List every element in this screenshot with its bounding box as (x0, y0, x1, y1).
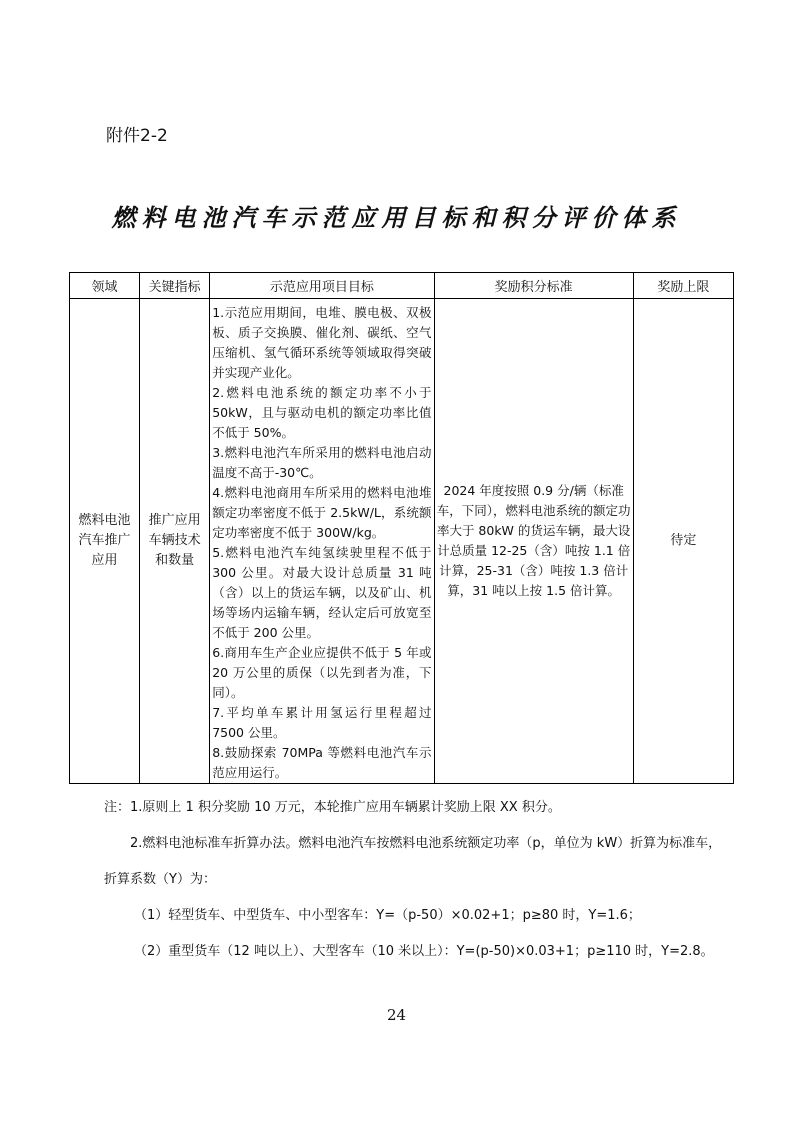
column-header-domain: 领域 (70, 273, 140, 299)
column-header-reward-cap: 奖励上限 (633, 273, 733, 299)
goal-item: 2.燃料电池系统的额定功率不小于50kW，且与驱动电机的额定功率比值不低于 50%。 (212, 385, 432, 440)
note-2: 2.燃料电池标准车折算办法。燃料电池汽车按燃料电池系统额定功率（p，单位为 kW）折算为标准车，折算系数（Y）为： (104, 836, 722, 887)
page-number: 24 (386, 1006, 407, 1024)
column-header-key-indicator: 关键指标 (140, 273, 210, 299)
table-row (70, 299, 734, 784)
goal-item: 6.商用车生产企业应提供不低于 5 年或 20 万公里的质保（以先到者为准，下同）。 (212, 645, 432, 700)
table-header-row (70, 273, 734, 299)
notes-section (106, 790, 726, 970)
goal-item: 4.燃料电池商用车所采用的燃料电池堆额定功率密度不低于 2.5kW/L，系统额定功率密度不低于 300W/kg。 (212, 485, 432, 540)
goal-item: 3.燃料电池汽车所采用的燃料电池启动温度不高于-30℃。 (212, 445, 432, 480)
goal-item: 7.平均单车累计用氢运行里程超过 7500 公里。 (212, 705, 432, 740)
column-header-goals: 示范应用项目目标 (210, 273, 434, 299)
goal-item: 1.示范应用期间，电堆、膜电极、双极板、质子交换膜、催化剂、碳纸、空气压缩机、氢气循环系统等领域取得突破并实现产业化。 (212, 305, 432, 380)
evaluation-table (69, 272, 734, 784)
attachment-label: 附件2-2 (106, 126, 168, 146)
reward-criteria-cell: 2024 年度按照 0.9 分/辆（标准车，下同），燃料电池系统的额定功率大于 80kW 的货运车辆，最大设计总质量 12-25（含）吨按 1.1 倍计算，25-31（含）吨按 1.3 倍计算，31 吨以上按 1.5 倍计算。 (434, 299, 633, 784)
reward-cap-cell: 待定 (633, 299, 733, 784)
note-1: 注：1.原则上 1 积分奖励 10 万元，本轮推广应用车辆累计奖励上限 XX 积分。 (104, 800, 561, 815)
goal-item: 5.燃料电池汽车纯氢续驶里程不低于 300 公里。对最大设计总质量 31 吨（含）以上的货运车辆，以及矿山、机场等场内运输车辆，经认定后可放宽至不低于 200 公里。 (212, 545, 432, 640)
goals-cell (210, 299, 434, 784)
goal-item: 8.鼓励探索 70MPa 等燃料电池汽车示范应用运行。 (212, 745, 432, 780)
key-indicator-cell: 推广应用车辆技术和数量 (140, 299, 210, 784)
note-item-1: （1）轻型货车、中型货车、中小型客车：Y=（p-50）×0.02+1；p≥80 时，Y=1.6； (134, 908, 641, 923)
column-header-reward-criteria: 奖励积分标准 (434, 273, 633, 299)
document-title: 燃料电池汽车示范应用目标和积分评价体系 (111, 203, 682, 232)
domain-cell: 燃料电池汽车推广应用 (70, 299, 140, 784)
note-item-2: （2）重型货车（12 吨以上）、大型客车（10 米以上）：Y=(p-50)×0.03+1；p≥110 时，Y=2.8。 (134, 944, 714, 959)
